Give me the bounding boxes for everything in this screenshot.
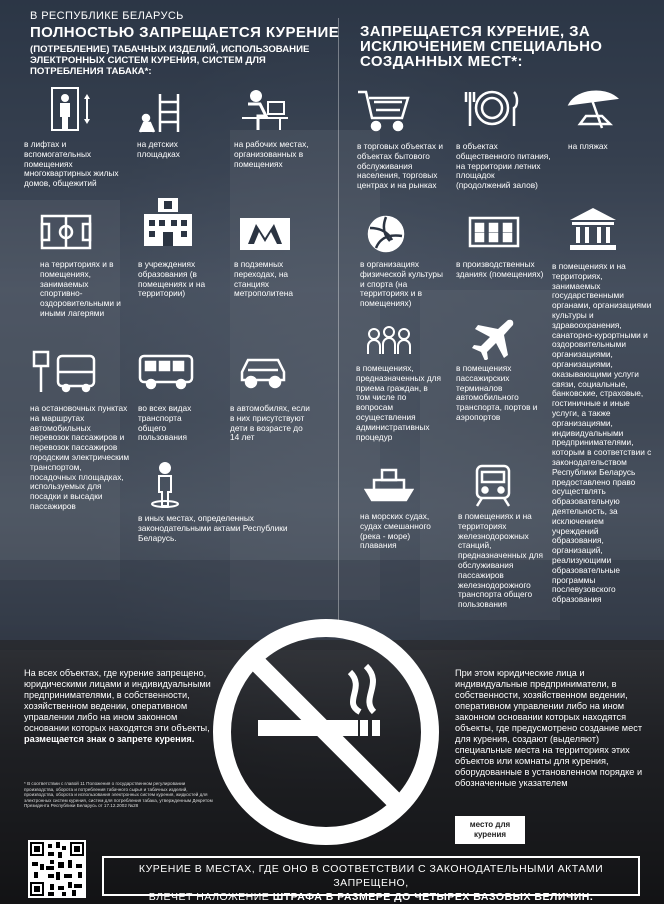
bus-icon: [138, 354, 194, 390]
train-icon: [474, 464, 512, 508]
right-item-7-label: в помещениях, предназначенных для приема граждан, в том числе по вопросам осуществления административных процедур: [356, 363, 441, 442]
right-item-9-label: на морских судах, судах смешанного (река - море) плавания: [360, 511, 431, 551]
left-item-2-label: на детских площадках: [137, 139, 180, 159]
car-icon: [238, 356, 288, 390]
industrial-building-icon: [468, 216, 520, 248]
bottom-right-text: При этом юридические лица и индивидуальные предприниматели, в собственности, хозяйственном ведении, оперативном управлении либо на ином законном основании которых находятся объекты, где предусмотрено создание мест для курения, создают (выделяют) специальные места на территориях этих объектов или комнаты для курения, оборудованные в установленном порядке и обозначенные указателем: [455, 668, 643, 788]
left-heading-small: В РЕСПУБЛИКЕ БЕЛАРУСЬ: [30, 10, 184, 22]
column-divider: [338, 18, 339, 630]
bottom-left-body: На всех объектах, где курение запрещено, юридическими лицами и индивидуальными предпринимателями, в собственности, хозяйственном ведении, оперативном управлении либо на ином законном основании которых находятся эти объекты,: [24, 668, 211, 733]
left-item-8-label: во всех видах транспорта общего пользования: [138, 403, 192, 443]
bottom-left-bold: размещается знак о запрете курения.: [24, 734, 195, 744]
right-item-8-label: в помещениях пассажирских терминалов автомобильного транспорта, портов и аэропортов: [456, 363, 538, 422]
person-location-icon: [150, 462, 180, 508]
right-item-3-label: на пляжах: [568, 141, 608, 151]
fine-line-2-start: ВЛЕЧЕТ НАЛОЖЕНИЕ: [148, 891, 273, 903]
bus-stop-icon: [32, 350, 96, 394]
school-icon: [140, 198, 196, 246]
workplace-icon: [240, 88, 290, 132]
fine-notice: [102, 856, 640, 903]
left-item-4-label: на территориях и в помещениях, занимаемых спортивно-оздоровительными и иными лагерями: [40, 259, 121, 318]
airplane-icon: [472, 318, 518, 360]
left-heading-big: ПОЛНОСТЬЮ ЗАПРЕЩАЕТСЯ КУРЕНИЕ: [30, 24, 340, 41]
volleyball-icon: [366, 214, 406, 254]
right-item-2-label: в объектах общественного питания, на территории летних площадок (продолжений залов): [456, 141, 551, 191]
right-item-4-label: в организациях физической культуры и спорта (на территориях и в помещениях): [360, 259, 443, 309]
ship-icon: [364, 468, 414, 504]
dining-icon: [464, 88, 520, 128]
fine-line-2: [104, 890, 638, 904]
left-item-1-label: в лифтах и вспомогательных помещениях многоквартирных жилых домов, общежитий: [24, 139, 119, 189]
right-item-1-label: в торговых объектах и объектах бытового обслуживания населения, торговых центрах и на рынках: [357, 141, 443, 191]
right-item-5-label: в производственных зданиях (помещениях): [456, 259, 544, 279]
shopping-cart-icon: [356, 88, 410, 132]
left-item-10-label: в иных местах, определенных законодательными актами Республики Беларусь.: [138, 513, 288, 543]
footnote: * В соответствии с главой 11 Положения о государственном регулировании производства, оборота и потребления табачного сырья и табачных изделий, производства, оборота и использования электронных систем курения, жидкостей для электронных систем курения, систем для потребления табака, утвержденным Декретом Президента Республики Беларусь от 17.12.2002 №28: [24, 781, 213, 809]
beach-umbrella-icon: [566, 86, 622, 130]
playground-icon: [138, 92, 186, 134]
left-item-5-label: в учреждениях образования (в помещениях и на территории): [138, 259, 206, 299]
stadium-icon: [40, 214, 92, 250]
smoking-area-badge: место для курения: [455, 816, 525, 844]
right-heading: ЗАПРЕЩАЕТСЯ КУРЕНИЕ, ЗА ИСКЛЮЧЕНИЕМ СПЕЦИАЛЬНО СОЗДАННЫХ МЕСТ*:: [360, 23, 603, 70]
right-item-10-label: в помещениях и на территориях железнодорожных станций, предназначенных для обслуживания пассажиров железнодорожного транспорта общего пользования: [458, 511, 543, 610]
no-smoking-sign-icon: [210, 616, 442, 853]
left-heading-sub: (ПОТРЕБЛЕНИЕ) ТАБАЧНЫХ ИЗДЕЛИЙ, ИСПОЛЬЗОВАНИЕ ЭЛЕКТРОННЫХ СИСТЕМ КУРЕНИЯ, СИСТЕМ ДЛЯ ПОТРЕБЛЕНИЯ ТАБАКА*:: [30, 44, 310, 77]
fine-line-2-bold: ШТРАФА В РАЗМЕРЕ ДО ЧЕТЫРЕХ БАЗОВЫХ ВЕЛИЧИН.: [272, 891, 594, 903]
left-item-3-label: на рабочих местах, организованных в помещениях: [234, 139, 309, 169]
bottom-left-text: [24, 668, 214, 745]
elevator-icon: [50, 86, 94, 132]
right-item-6-label: в помещениях и на территориях, занимаемых государственными органами, организациями культуры и здравоохранения, санаторно-курортными и оздоровительными организациями, организациями, оказывающими услуги связи, социальные, банковские, страховые, гостиничные и иные услуги, а также организациями, индивидуальными предпринимателями, которым в соответствии с законодательством Республики Беларусь предоставлено право осуществлять образовательную деятельность, за исключением учреждений образования, организаций, реализующими образовательные программы послевузовского образования: [552, 261, 652, 605]
people-icon: [366, 326, 412, 358]
fine-line-1: КУРЕНИЕ В МЕСТАХ, ГДЕ ОНО В СООТВЕТСТВИИ С ЗАКОНОДАТЕЛЬНЫМИ АКТАМИ ЗАПРЕЩЕНО,: [138, 863, 604, 889]
qr-code-icon[interactable]: [28, 840, 86, 898]
government-building-icon: [568, 208, 618, 250]
metro-icon: [240, 218, 290, 250]
left-item-6-label: в подземных переходах, на станциях метрополитена: [234, 259, 293, 299]
left-item-7-label: на остановочных пунктах на маршрутах автомобильных перевозок пассажиров и перевозок пассажиров городским электрическим транспортом, посадочных площадках, используемых для посадки и высадки пассажиров: [30, 403, 130, 511]
left-item-9-label: в автомобилях, если в них присутствуют дети в возрасте до 14 лет: [230, 403, 310, 443]
